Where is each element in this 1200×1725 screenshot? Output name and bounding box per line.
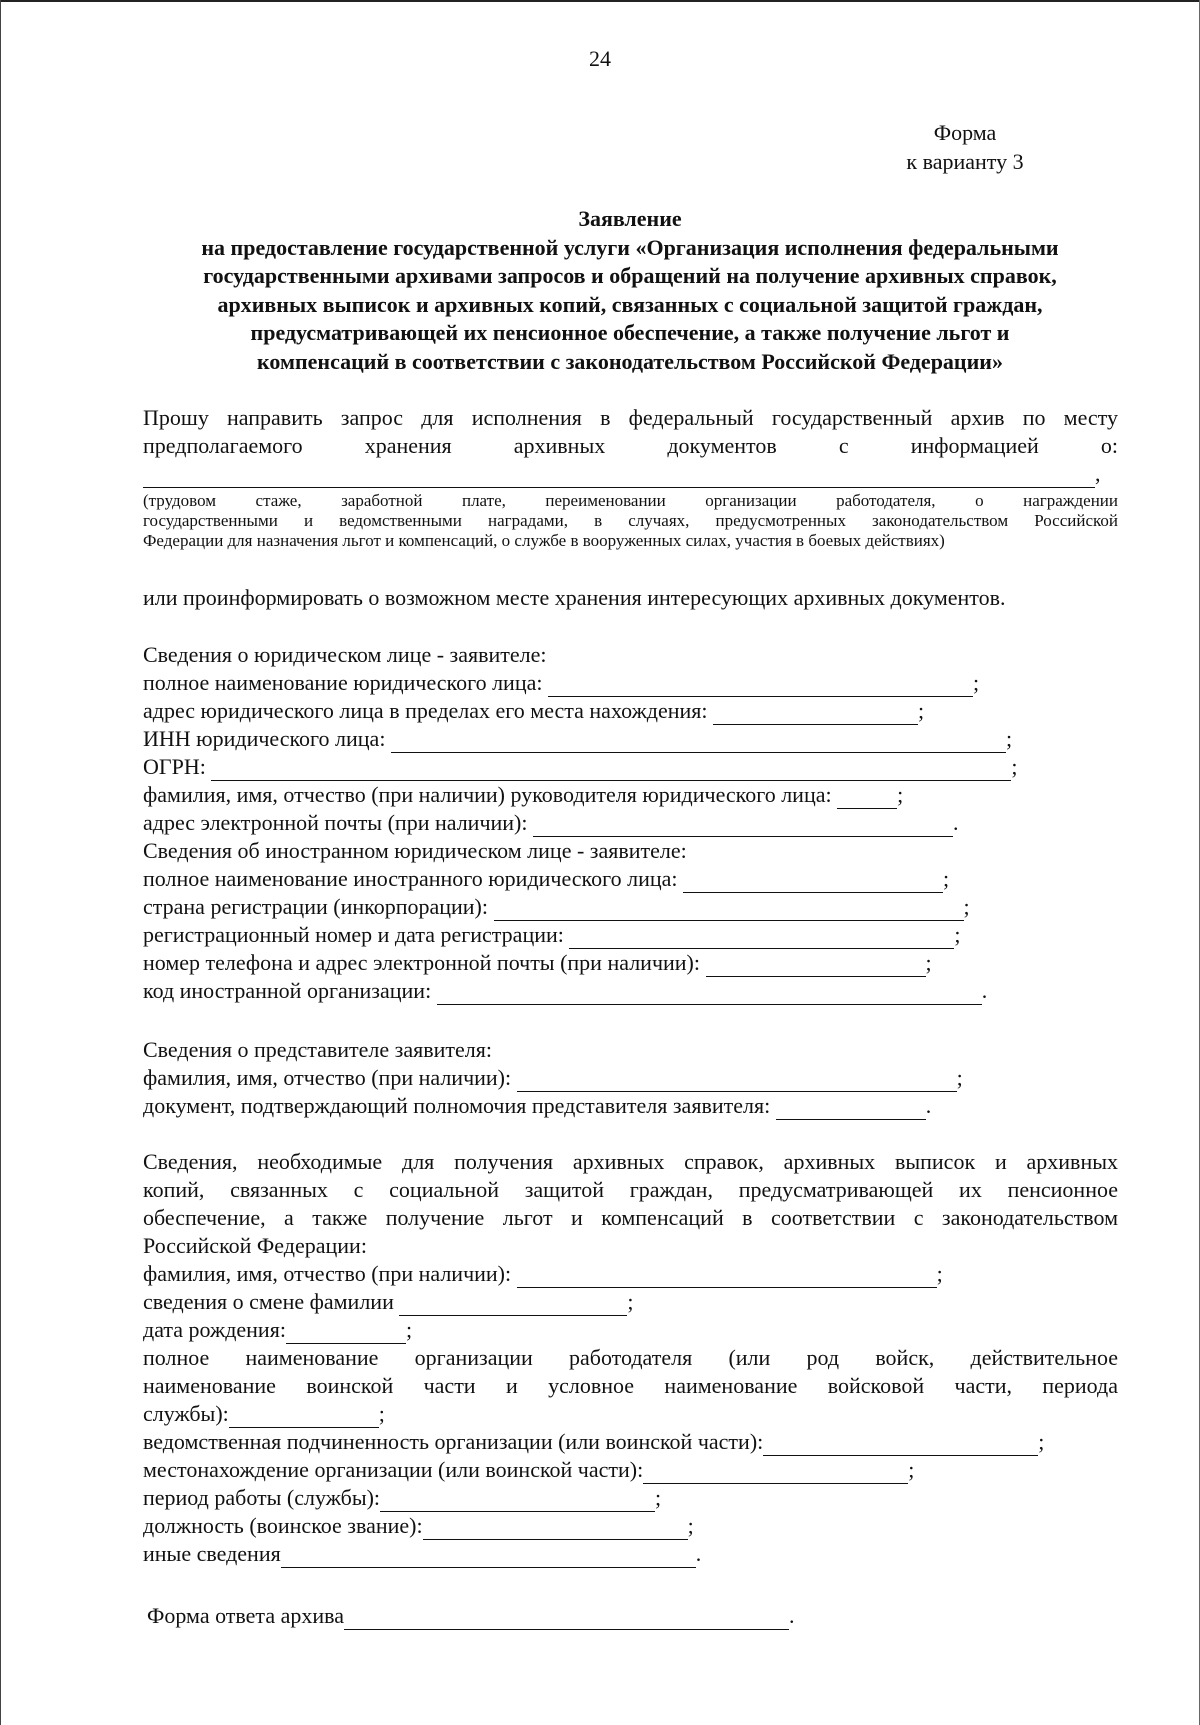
title-line-5: компенсаций в соответствии с законодательством Российской Федерации» [257, 348, 1003, 374]
request-paragraph [143, 404, 1118, 488]
foreign-country-field[interactable] [494, 902, 964, 921]
legal-inn-field[interactable] [391, 734, 1006, 753]
legal-inn-label: ИНН юридического лица: [143, 726, 386, 751]
semicolon: ; [1038, 1429, 1045, 1454]
answer-form-field[interactable] [344, 1611, 789, 1630]
info-subordination-row [143, 1428, 1118, 1456]
foreign-country-row [143, 893, 1118, 921]
answer-form-label: Форма ответа архива [147, 1603, 344, 1628]
foreign-full-name-row [143, 865, 1118, 893]
legal-full-name-label: полное наименование юридического лица: [143, 670, 543, 695]
semicolon: ; [918, 698, 925, 723]
period: . [981, 978, 988, 1003]
legal-inn-row [143, 725, 1118, 753]
answer-form-row [147, 1602, 1122, 1630]
foreign-org-code-field[interactable] [437, 986, 982, 1005]
foreign-phone-email-row [143, 949, 1118, 977]
foreign-phone-email-field[interactable] [706, 958, 926, 977]
info-location-row [143, 1456, 1118, 1484]
semicolon: ; [956, 1065, 963, 1090]
document-title [140, 205, 1120, 376]
info-subordination-field[interactable] [763, 1437, 1038, 1456]
info-org-field[interactable] [229, 1409, 379, 1428]
legal-head-name-label: фамилия, имя, отчество (при наличии) руководителя юридического лица: [143, 782, 832, 807]
request-info-row [143, 460, 1118, 488]
representative-name-field[interactable] [517, 1073, 957, 1092]
foreign-phone-email-label: номер телефона и адрес электронной почты (при наличии): [143, 950, 700, 975]
info-paragraph-line-3: обеспечение, а также получение льгот и компенсаций в соответствии с законодательством [143, 1205, 1118, 1230]
legal-entity-heading: Сведения о юридическом лице - заявителе: [143, 642, 547, 667]
info-name-label: фамилия, имя, отчество (при наличии): [143, 1261, 512, 1286]
scan-border-left [0, 0, 1, 1725]
info-birth-date-label: дата рождения: [143, 1317, 286, 1342]
request-line-2: предполагаемого хранения архивных документов с информацией о: [143, 433, 1118, 458]
representative-heading: Сведения о представителе заявителя: [143, 1037, 492, 1062]
info-birth-date-field[interactable] [286, 1325, 406, 1344]
form-note [860, 118, 1070, 176]
semicolon: ; [655, 1485, 662, 1510]
legal-head-name-field[interactable] [837, 790, 897, 809]
request-note [143, 491, 1118, 551]
semicolon: ; [897, 782, 904, 807]
info-location-field[interactable] [643, 1465, 908, 1484]
legal-full-name-field[interactable] [548, 678, 973, 697]
info-position-row [143, 1512, 1118, 1540]
legal-email-field[interactable] [533, 818, 953, 837]
info-birth-date-row [143, 1316, 1118, 1344]
legal-full-name-row [143, 669, 1118, 697]
request-info-comma: , [1095, 461, 1101, 486]
info-paragraph-line-4: Российской Федерации: [143, 1233, 367, 1258]
foreign-full-name-field[interactable] [683, 874, 943, 893]
semicolon: ; [378, 1401, 385, 1426]
request-info-blank[interactable] [143, 469, 1095, 488]
info-location-label: местонахождение организации (или воинской части): [143, 1457, 644, 1482]
info-name-row [143, 1260, 1118, 1288]
legal-head-name-row [143, 781, 1118, 809]
period: . [953, 810, 959, 835]
legal-address-field[interactable] [713, 706, 918, 725]
representative-name-row [143, 1064, 1118, 1092]
info-period-field[interactable] [380, 1493, 655, 1512]
request-line-1: Прошу направить запрос для исполнения в федеральный государственный архив по месту [143, 405, 1118, 430]
legal-ogrn-row [143, 753, 1118, 781]
archival-info-section [143, 1148, 1118, 1568]
representative-document-field[interactable] [776, 1101, 926, 1120]
legal-address-label: адрес юридического лица в пределах его места нахождения: [143, 698, 708, 723]
info-org-line-1: полное наименование организации работодателя (или род войск, действительное [143, 1345, 1118, 1370]
request-inform-line: или проинформировать о возможном месте хранения интересующих архивных документов. [143, 585, 1006, 610]
legal-entity-section [143, 641, 1118, 1005]
representative-name-label: фамилия, имя, отчество (при наличии): [143, 1065, 512, 1090]
info-position-label: должность (воинское звание): [143, 1513, 423, 1538]
info-period-row [143, 1484, 1118, 1512]
legal-address-row [143, 697, 1118, 725]
semicolon: ; [936, 1261, 943, 1286]
title-heading: Заявление [578, 206, 682, 231]
form-note-line2: к варианту 3 [906, 149, 1024, 174]
semicolon: ; [954, 922, 961, 947]
answer-form-section [147, 1602, 1122, 1630]
foreign-org-code-label: код иностранной организации: [143, 978, 432, 1003]
info-position-field[interactable] [423, 1521, 688, 1540]
info-period-label: период работы (службы): [143, 1485, 381, 1510]
info-org-row [143, 1400, 1118, 1428]
semicolon: ; [687, 1513, 694, 1538]
foreign-country-label: страна регистрации (инкорпорации): [143, 894, 488, 919]
info-paragraph-line-2: копий, связанных с социальной защитой граждан, предусматривающей их пенсионное [143, 1177, 1118, 1202]
info-org-label: службы): [143, 1401, 229, 1426]
info-other-label: иные сведения [143, 1541, 281, 1566]
foreign-reg-number-field[interactable] [569, 930, 954, 949]
request-note-line-2: государственными и ведомственными наградами, в случаях, предусмотренных законодательством Российской [143, 511, 1118, 530]
representative-document-label: документ, подтверждающий полномочия представителя заявителя: [143, 1093, 771, 1118]
title-line-1: на предоставление государственной услуги «Организация исполнения федеральными [201, 234, 1059, 260]
info-other-field[interactable] [281, 1549, 696, 1568]
info-other-row [143, 1540, 1118, 1568]
foreign-full-name-label: полное наименование иностранного юридического лица: [143, 866, 678, 891]
period: . [695, 1541, 702, 1566]
request-note-line-3: Федерации для назначения льгот и компенсаций, о службе в вооруженных силах, участия в боевых действиях) [143, 531, 945, 550]
legal-email-row [143, 809, 1118, 837]
semicolon: ; [405, 1317, 413, 1342]
info-subordination-label: ведомственная подчиненность организации (или воинской части): [143, 1429, 764, 1454]
foreign-org-code-row [143, 977, 1118, 1005]
request-note-line-1: (трудовом стаже, заработной плате, переименовании организации работодателя, о награждении [143, 491, 1118, 510]
period: . [925, 1093, 932, 1118]
legal-email-label: адрес электронной почты (при наличии): [143, 810, 528, 835]
semicolon: ; [627, 1289, 634, 1314]
representative-document-row [143, 1092, 1118, 1120]
legal-ogrn-label: ОГРН: [143, 754, 206, 779]
semicolon: ; [972, 670, 980, 695]
info-name-field[interactable] [517, 1269, 937, 1288]
semicolon: ; [943, 866, 950, 891]
semicolon: ; [1011, 754, 1018, 779]
period: . [788, 1603, 795, 1628]
foreign-entity-heading: Сведения об иностранном юридическом лице - заявителе: [143, 838, 687, 863]
info-paragraph-line-1: Сведения, необходимые для получения архивных справок, архивных выписок и архивных [143, 1149, 1118, 1174]
title-line-4: предусматривающей их пенсионное обеспечение, а также получение льгот и [250, 320, 1010, 345]
info-surname-change-field[interactable] [399, 1297, 627, 1316]
scan-border-top [0, 0, 1200, 2]
info-surname-change-row [143, 1288, 1118, 1316]
legal-ogrn-field[interactable] [211, 762, 1011, 781]
semicolon: ; [925, 950, 932, 975]
foreign-reg-number-label: регистрационный номер и дата регистрации: [143, 922, 564, 947]
semicolon: ; [908, 1457, 915, 1482]
info-surname-change-label: сведения о смене фамилии [143, 1289, 394, 1314]
form-note-line1: Форма [933, 120, 997, 145]
title-line-2: государственными архивами запросов и обращений на получение архивных справок, [203, 263, 1057, 288]
representative-section [143, 1036, 1118, 1120]
info-org-line-2: наименование воинской части и условное наименование войсковой части, периода [143, 1373, 1118, 1398]
page-number: 24 [589, 46, 611, 71]
semicolon: ; [1005, 726, 1013, 751]
title-line-3: архивных выписок и архивных копий, связанных с социальной защитой граждан, [217, 291, 1043, 317]
foreign-reg-number-row [143, 921, 1118, 949]
semicolon: ; [963, 894, 970, 919]
